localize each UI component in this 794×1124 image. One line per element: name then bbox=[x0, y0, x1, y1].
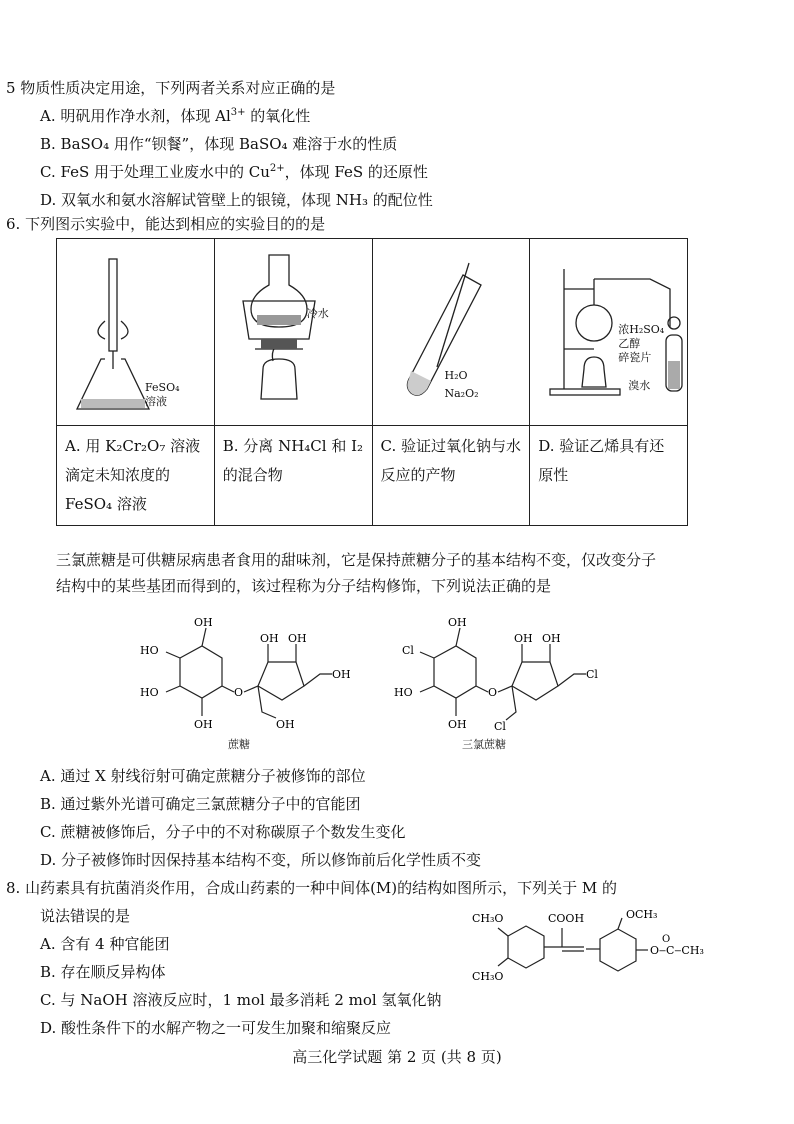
exp-c-caption: C. 验证过氧化钠与水反应的产物 bbox=[372, 426, 530, 526]
sucralose-bridge-o: O bbox=[488, 686, 498, 699]
q8-option-d: D. 酸性条件下的水解产物之一可发生加聚和缩聚反应 bbox=[40, 1019, 392, 1037]
sucrose-oh-top: OH bbox=[194, 616, 213, 629]
m-ch3o-top: CH₃O bbox=[472, 912, 504, 925]
bromine-water-label: 溴水 bbox=[628, 379, 651, 392]
sucrose-oh-ring-1: OH bbox=[260, 632, 279, 645]
na2o2-label: Na₂O₂ bbox=[444, 387, 479, 400]
sucrose-structure bbox=[136, 616, 366, 746]
sucralose-oh-ring-1: OH bbox=[514, 632, 533, 645]
q8-stem-line2: 说法错误的是 bbox=[40, 907, 131, 925]
m-ester-o: O bbox=[662, 934, 671, 945]
sucrose-oh-chain: OH bbox=[332, 668, 351, 681]
sucralose-structure bbox=[390, 616, 620, 746]
feso4-label: FeSO₄ bbox=[145, 381, 180, 394]
m-ch3o-bottom: CH₃O bbox=[472, 970, 504, 983]
q8-option-c: C. 与 NaOH 溶液反应时，1 mol 最多消耗 2 mol 氢氧化钠 bbox=[40, 991, 442, 1009]
q8-stem-line1: 8. 山药素具有抗菌消炎作用，合成山药素的一种中间体(M)的结构如图所示，下列关于 M 的 bbox=[6, 879, 618, 897]
sucralose-ho-lower: HO bbox=[394, 686, 413, 699]
sucralose-cl-ring: Cl bbox=[402, 644, 414, 657]
exp-d-figure bbox=[530, 239, 688, 426]
sucrose-ho-lower: HO bbox=[140, 686, 159, 699]
titration-apparatus-diagram bbox=[57, 239, 209, 425]
q6-stem: 6. 下列图示实验中，能达到相应的实验目的的是 bbox=[6, 215, 326, 233]
q6-experiment-table bbox=[56, 238, 688, 526]
q5-option-a: A. 明矾用作净水剂，体现 $Al^{3+}$ 的氧化性 bbox=[40, 107, 311, 125]
q7-option-d: D. 分子被修饰时因保持基本结构不变，所以修饰前后化学性质不变 bbox=[40, 851, 482, 869]
ethanol-label: 乙醇 bbox=[618, 337, 641, 350]
sucrose-ho-upper: HO bbox=[140, 644, 159, 657]
sublimation-apparatus-diagram bbox=[215, 239, 367, 425]
cold-water-label: 冷水 bbox=[306, 307, 329, 320]
exp-b-caption: B. 分离 NH₄Cl 和 I₂ 的混合物 bbox=[214, 426, 372, 526]
m-cooh: COOH bbox=[548, 912, 585, 925]
conc-h2so4-label: 浓H₂SO₄ bbox=[618, 323, 665, 336]
q7-option-c: C. 蔗糖被修饰后，分子中的不对称碳原子个数发生变化 bbox=[40, 823, 406, 841]
q5-stem: 5 物质性质决定用途，下列两者关系对应正确的是 bbox=[6, 79, 336, 97]
porcelain-label: 碎瓷片 bbox=[618, 351, 652, 364]
sucrose-bridge-o: O bbox=[234, 686, 244, 699]
q7-stem-line1: 三氯蔗糖是可供糖尿病患者食用的甜味剂，它是保持蔗糖分子的基本结构不变，仅改变分子 bbox=[56, 551, 657, 569]
q8-option-a: A. 含有 4 种官能团 bbox=[40, 935, 170, 953]
q5-option-b: B. BaSO₄ 用作“钡餐”，体现 BaSO₄ 难溶于水的性质 bbox=[40, 135, 398, 153]
m-och3: OCH₃ bbox=[626, 908, 658, 921]
m-ester: O‒C‒CH₃ bbox=[650, 944, 704, 957]
sucralose-oh-top: OH bbox=[448, 616, 467, 629]
compound-m-structure bbox=[468, 906, 704, 1002]
sucralose-cl-chain: Cl bbox=[586, 668, 598, 681]
sucralose-cl-lower: Cl bbox=[494, 720, 506, 733]
exp-a-figure bbox=[57, 239, 215, 426]
sucrose-oh-lower-chain: OH bbox=[276, 718, 295, 731]
solution-label: 溶液 bbox=[145, 395, 167, 408]
ethylene-apparatus-diagram bbox=[530, 239, 700, 425]
exp-d-caption: D. 验证乙烯具有还原性 bbox=[530, 426, 688, 526]
exp-b-figure bbox=[214, 239, 372, 426]
page-footer: 高三化学试题 第 2 页 (共 8 页) bbox=[292, 1048, 502, 1066]
q7-option-b: B. 通过紫外光谱可确定三氯蔗糖分子中的官能团 bbox=[40, 795, 361, 813]
h2o-label: H₂O bbox=[444, 369, 468, 382]
exp-c-figure bbox=[372, 239, 530, 426]
q7-option-a: A. 通过 X 射线衍射可确定蔗糖分子被修饰的部位 bbox=[40, 767, 366, 785]
sucrose-oh-bottom: OH bbox=[194, 718, 213, 731]
q5-option-d: D. 双氧水和氨水溶解试管壁上的银镜，体现 NH₃ 的配位性 bbox=[40, 191, 433, 209]
q8-option-b: B. 存在顺反异构体 bbox=[40, 963, 166, 981]
sucrose-oh-ring-2: OH bbox=[288, 632, 307, 645]
sucralose-oh-ring-2: OH bbox=[542, 632, 561, 645]
q5-option-c: C. FeS 用于处理工业废水中的 $Cu^{2+}$，体现 FeS 的还原性 bbox=[40, 163, 428, 181]
exp-a-caption: A. 用 K₂Cr₂O₇ 溶液滴定未知浓度的 FeSO₄ 溶液 bbox=[57, 426, 215, 526]
sucralose-label: 三氯蔗糖 bbox=[462, 738, 506, 751]
sucralose-oh-bottom: OH bbox=[448, 718, 467, 731]
sucrose-label: 蔗糖 bbox=[228, 738, 250, 751]
q7-stem-line2: 结构中的某些基团而得到的，该过程称为分子结构修饰，下列说法正确的是 bbox=[56, 577, 552, 595]
